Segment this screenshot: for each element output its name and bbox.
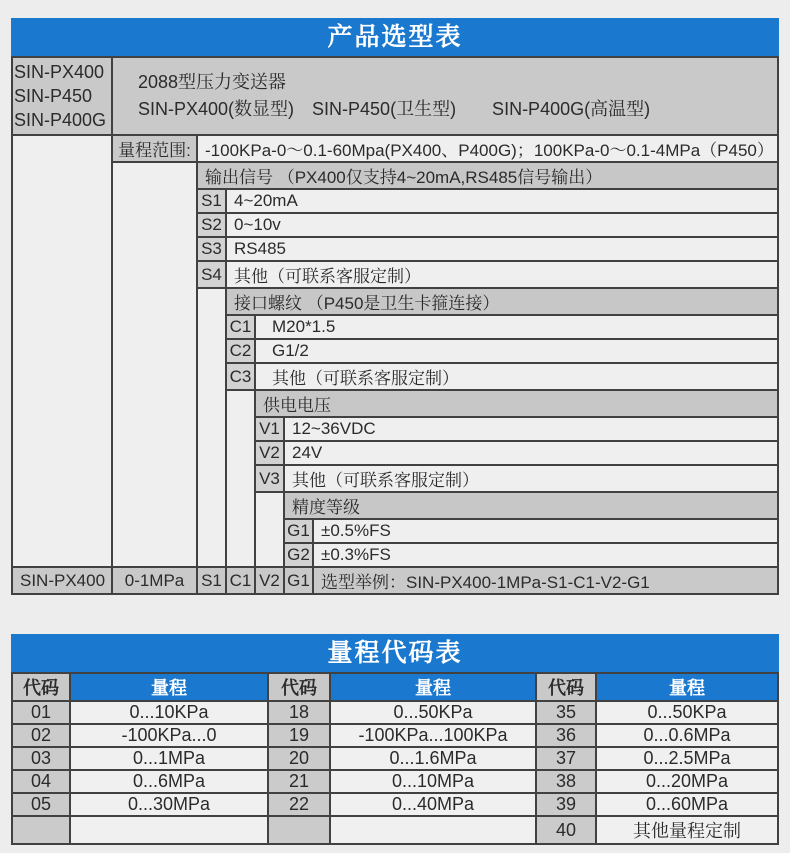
range-code-table [11,672,779,845]
code-cell: 19 [268,724,330,747]
example-row [12,567,778,594]
accuracy-header: 精度等级 [284,492,778,519]
code-cell: 03 [12,747,70,770]
option-code: C2 [226,339,255,363]
selection-table [11,56,779,595]
option-code: V3 [255,465,284,492]
code-header: 代码 [268,673,330,701]
model-column-spacer [12,135,112,567]
series-row [12,57,778,135]
option-label: 0~10v [226,213,778,237]
range-code-row [12,816,778,844]
option-label: G1/2 [255,339,778,363]
option-code: S2 [197,213,226,237]
range-code-header-row [12,673,778,701]
option-label: ±0.3%FS [313,543,778,567]
example-signal-code: S1 [197,567,226,594]
option-label: 其他（可联系客服定制） [226,261,778,288]
range-cell [70,816,268,844]
selection-table-title: 产品选型表 [11,18,779,56]
range-cell: 0...50KPa [330,701,536,724]
series-title: 2088型压力变送器 [138,72,287,92]
output-signal-header: 输出信号 （PX400仅支持4~20mA,RS485信号输出） [197,162,778,189]
option-code: C3 [226,363,255,390]
code-cell [268,816,330,844]
code-cell: 02 [12,724,70,747]
range-cell: 0...50KPa [596,701,778,724]
output-signal-header-row [12,162,778,189]
code-header: 代码 [12,673,70,701]
range-cell: 0...20MPa [596,770,778,793]
range-header: 量程 [330,673,536,701]
code-header: 代码 [536,673,596,701]
range-column-spacer [112,162,197,567]
range-cell: -100KPa...100KPa [330,724,536,747]
code-cell: 21 [268,770,330,793]
option-code: V1 [255,417,284,441]
range-value: -100KPa-0～0.1-60Mpa(PX400、P400G)；100KPa-0～0.1-4MPa（P450） [197,135,778,162]
code-cell: 37 [536,747,596,770]
series-description [112,57,778,135]
range-code-row [12,770,778,793]
range-cell: 0...10MPa [330,770,536,793]
option-code: C1 [226,315,255,339]
range-cell [330,816,536,844]
range-label: 量程范围: [112,135,197,162]
range-cell: 0...30MPa [70,793,268,816]
range-cell: 0...40MPa [330,793,536,816]
example-model: SIN-PX400 [12,567,112,594]
option-label: 其他（可联系客服定制） [255,363,778,390]
example-text: 选型举例：SIN-PX400-1MPa-S1-C1-V2-G1 [313,567,778,594]
range-cell: 0...60MPa [596,793,778,816]
code-cell: 01 [12,701,70,724]
code-cell: 35 [536,701,596,724]
code-cell: 40 [536,816,596,844]
signal-column-spacer [197,288,226,567]
option-code: V2 [255,441,284,465]
model-name: SIN-PX400 [14,62,105,82]
code-cell: 38 [536,770,596,793]
range-cell: 其他量程定制 [596,816,778,844]
code-cell: 04 [12,770,70,793]
thread-header: 接口螺纹 （P450是卫生卡箍连接） [226,288,778,315]
code-cell [12,816,70,844]
code-cell: 05 [12,793,70,816]
series-variants: SIN-PX400(数显型) SIN-P450(卫生型) SIN-P400G(高温型) [138,99,651,119]
range-code-row [12,724,778,747]
option-code: G1 [284,519,313,543]
range-cell: 0...10KPa [70,701,268,724]
range-code-table-title: 量程代码表 [11,634,779,672]
example-range: 0-1MPa [112,567,197,594]
example-thread-code: C1 [226,567,255,594]
code-cell: 39 [536,793,596,816]
range-code-row [12,793,778,816]
range-cell: 0...2.5MPa [596,747,778,770]
code-cell: 18 [268,701,330,724]
thread-column-spacer [226,390,255,567]
range-cell: -100KPa...0 [70,724,268,747]
power-header: 供电电压 [255,390,778,417]
option-code: S1 [197,189,226,213]
option-label: 4~20mA [226,189,778,213]
option-label: ±0.5%FS [313,519,778,543]
option-label: 其他（可联系客服定制） [284,465,778,492]
option-label: 24V [284,441,778,465]
code-cell: 36 [536,724,596,747]
example-accuracy-code: G1 [284,567,313,594]
range-cell: 0...0.6MPa [596,724,778,747]
code-cell: 22 [268,793,330,816]
range-row [12,135,778,162]
option-label: RS485 [226,237,778,261]
range-header: 量程 [70,673,268,701]
option-code: S4 [197,261,226,288]
option-label: M20*1.5 [255,315,778,339]
model-name: SIN-P400G [14,110,107,130]
range-cell: 0...6MPa [70,770,268,793]
option-label: 12~36VDC [284,417,778,441]
range-code-row [12,747,778,770]
range-header: 量程 [596,673,778,701]
option-code: S3 [197,237,226,261]
range-code-row [12,701,778,724]
model-name: SIN-P450 [14,86,93,106]
option-code: G2 [284,543,313,567]
range-cell: 0...1.6MPa [330,747,536,770]
code-cell: 20 [268,747,330,770]
power-column-spacer [255,492,284,567]
example-voltage-code: V2 [255,567,284,594]
model-list [12,57,112,135]
range-cell: 0...1MPa [70,747,268,770]
